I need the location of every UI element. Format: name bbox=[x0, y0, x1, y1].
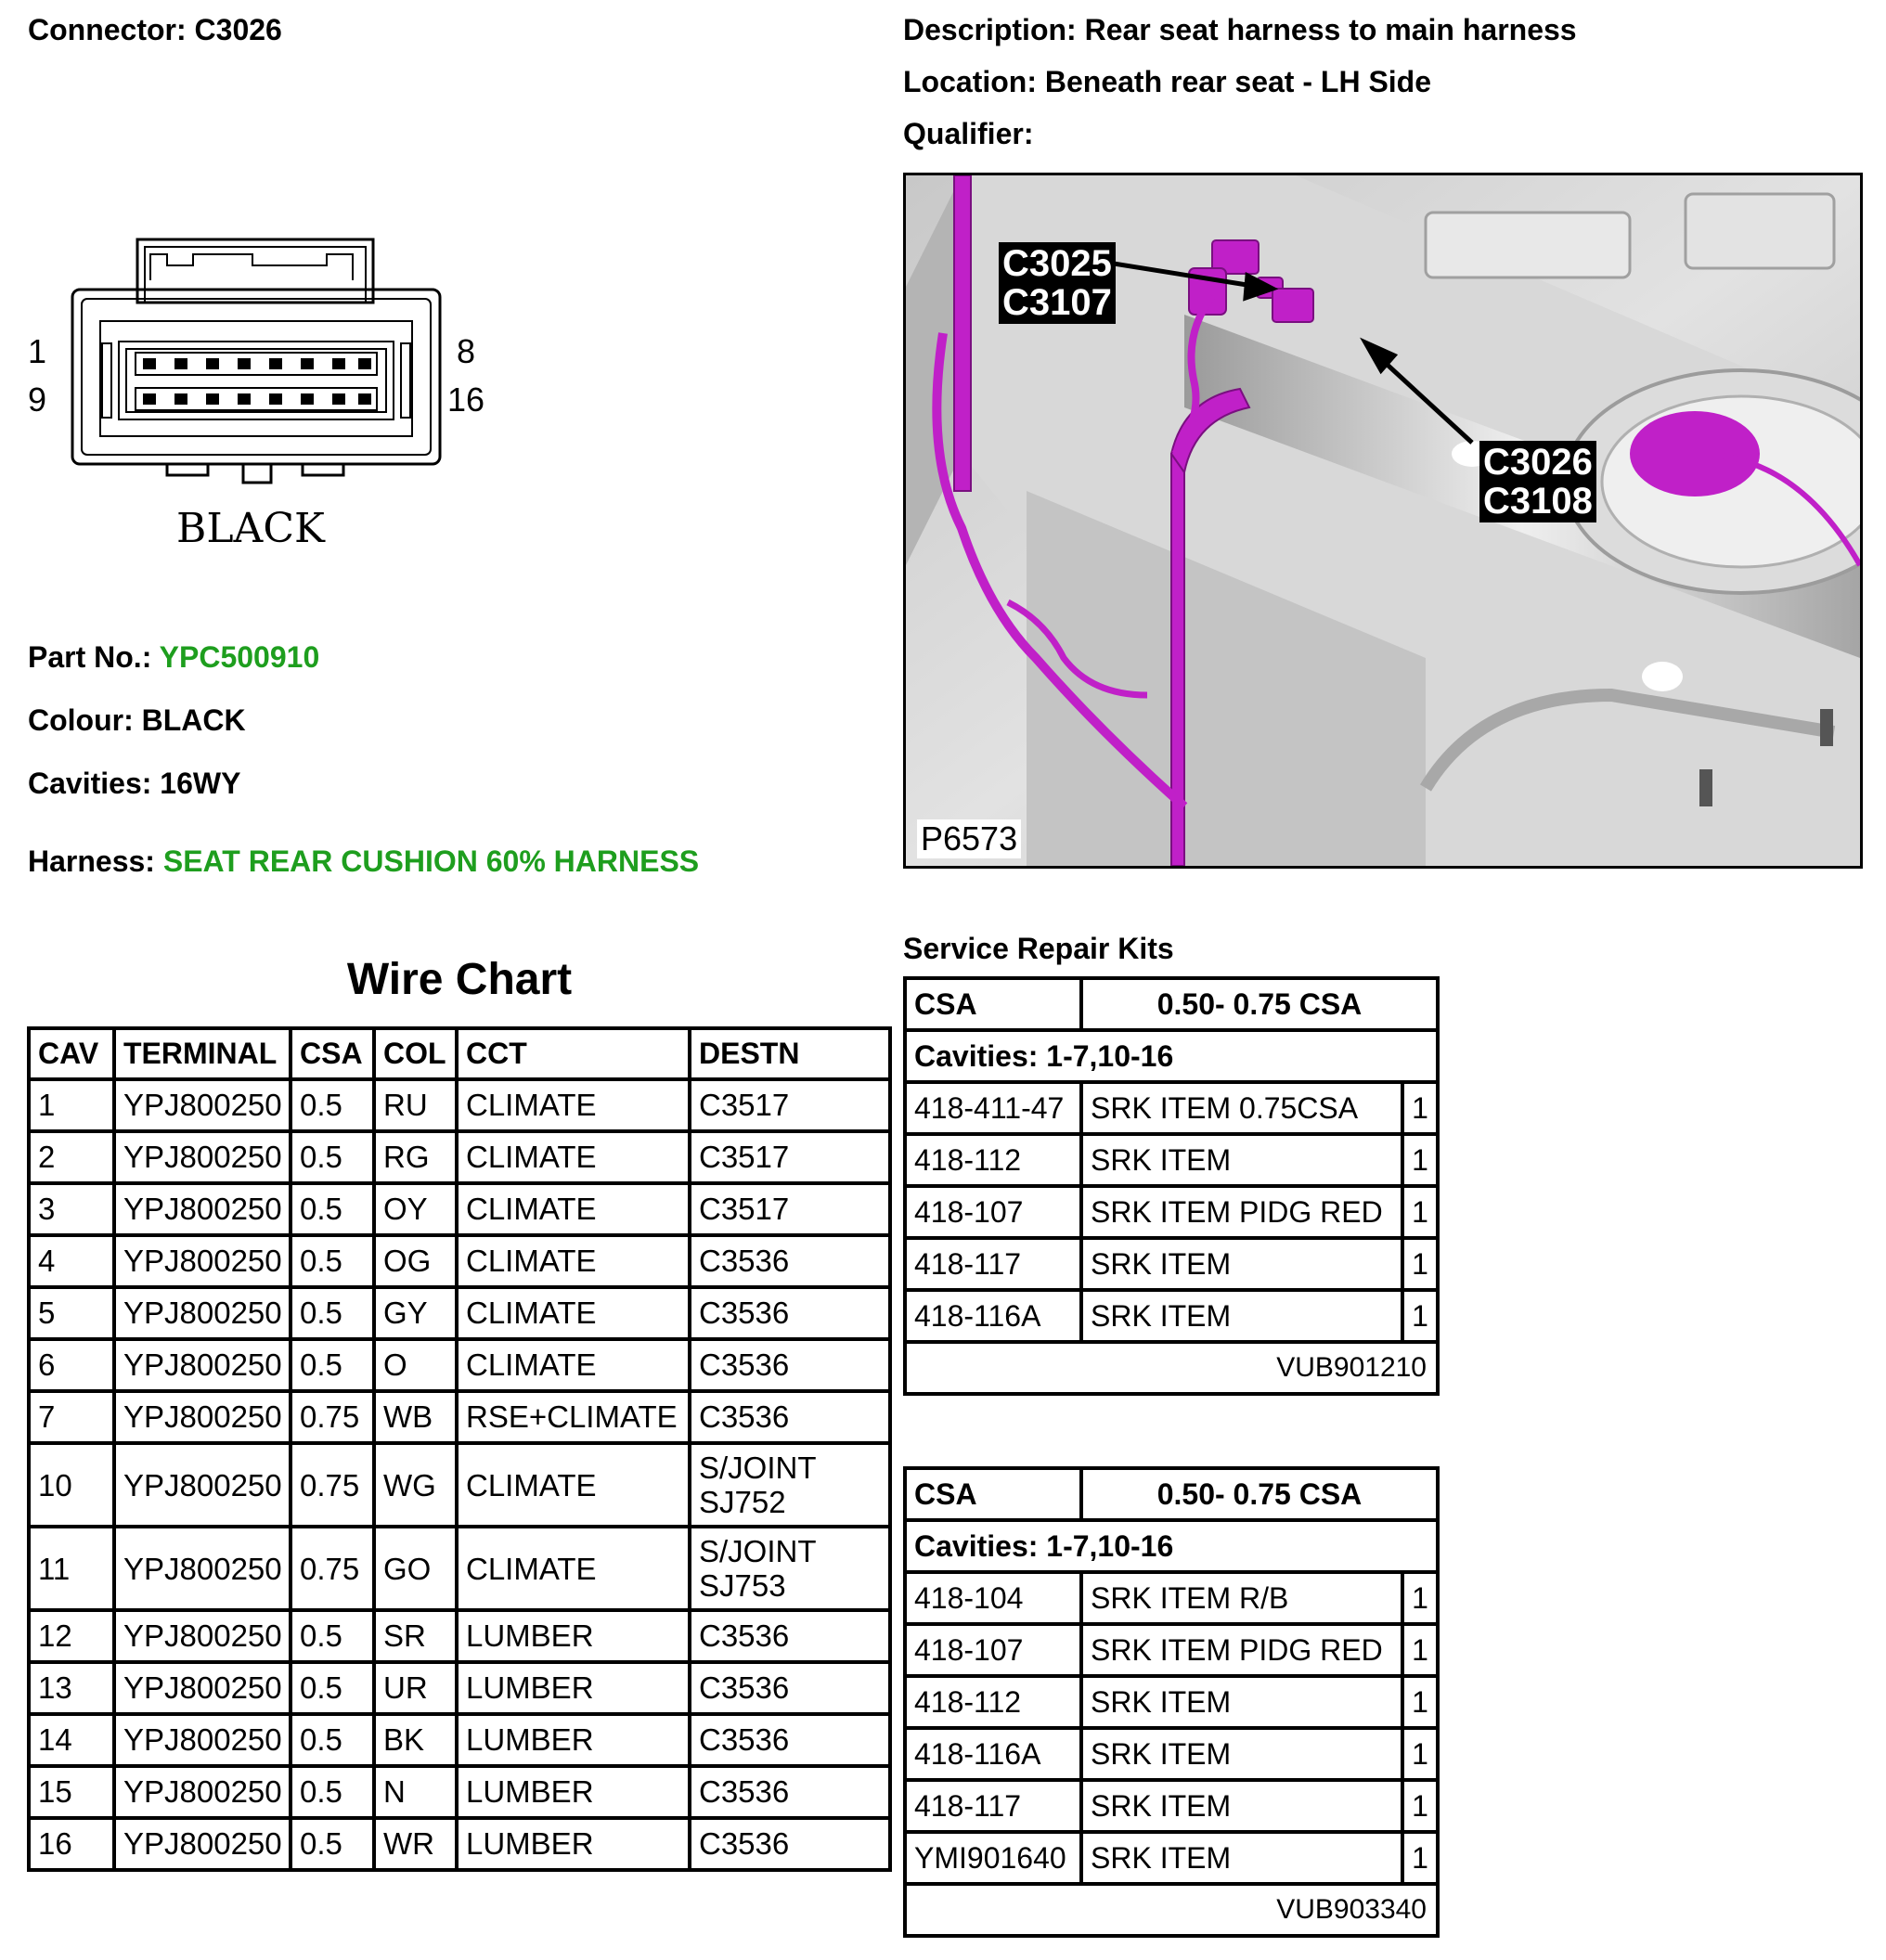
cell-terminal: YPJ800250 bbox=[116, 1237, 292, 1289]
cell-csa: 0.5 bbox=[292, 1237, 376, 1289]
kit-item-desc: SRK ITEM bbox=[1083, 1292, 1404, 1344]
kit-item-qty: 1 bbox=[1404, 1084, 1436, 1136]
cell-cav: 14 bbox=[31, 1716, 116, 1768]
kit-item-part: 418-112 bbox=[907, 1136, 1083, 1188]
harness-row bbox=[28, 845, 699, 879]
table-row bbox=[31, 1716, 888, 1768]
cell-cav: 16 bbox=[31, 1820, 116, 1868]
service-repair-kits-title: Service Repair Kits bbox=[903, 932, 1174, 965]
cell-col: SR bbox=[376, 1612, 459, 1664]
cell-terminal: YPJ800250 bbox=[116, 1768, 292, 1820]
wire-chart-header-row bbox=[31, 1030, 888, 1081]
kit-item-desc: SRK ITEM PIDG RED bbox=[1083, 1188, 1404, 1240]
kit-item-row bbox=[907, 1626, 1436, 1678]
cell-destn: S/JOINT SJ753 bbox=[691, 1528, 888, 1612]
cell-cav: 7 bbox=[31, 1393, 116, 1445]
table-row bbox=[31, 1081, 888, 1133]
part-no-label: Part No.: bbox=[28, 640, 152, 674]
kit-item-qty: 1 bbox=[1404, 1188, 1436, 1240]
kit-csa-row bbox=[907, 980, 1436, 1032]
cell-cct: LUMBER bbox=[459, 1664, 691, 1716]
cell-csa: 0.5 bbox=[292, 1820, 376, 1868]
pin-label-8: 8 bbox=[457, 332, 476, 370]
cell-cav: 10 bbox=[31, 1445, 116, 1528]
table-row bbox=[31, 1237, 888, 1289]
kit-csa-row bbox=[907, 1470, 1436, 1522]
kit-cavities-row bbox=[907, 1032, 1436, 1084]
cell-cav: 11 bbox=[31, 1528, 116, 1612]
kit-cavities: Cavities: 1-7,10-16 bbox=[907, 1522, 1436, 1574]
cell-csa: 0.5 bbox=[292, 1289, 376, 1341]
cell-terminal: YPJ800250 bbox=[116, 1393, 292, 1445]
pin-label-16: 16 bbox=[447, 380, 485, 419]
wire-chart-table bbox=[27, 1026, 892, 1872]
cell-destn: C3517 bbox=[691, 1185, 888, 1237]
kit-item-part: 418-117 bbox=[907, 1782, 1083, 1834]
col-header-csa: CSA bbox=[292, 1030, 376, 1081]
cell-cct: CLIMATE bbox=[459, 1528, 691, 1612]
kit-csa-label: CSA bbox=[907, 1470, 1083, 1522]
cell-csa: 0.5 bbox=[292, 1664, 376, 1716]
cell-csa: 0.5 bbox=[292, 1768, 376, 1820]
connector-title: Connector: C3026 bbox=[28, 13, 282, 46]
callout-c3025-c3107 bbox=[999, 242, 1116, 324]
cell-destn: C3536 bbox=[691, 1768, 888, 1820]
cell-terminal: YPJ800250 bbox=[116, 1185, 292, 1237]
cell-cav: 1 bbox=[31, 1081, 116, 1133]
cell-cav: 5 bbox=[31, 1289, 116, 1341]
cell-destn: C3536 bbox=[691, 1664, 888, 1716]
kit-item-part: 418-411-47 bbox=[907, 1084, 1083, 1136]
callout-c3107: C3107 bbox=[1002, 282, 1112, 323]
connector-colour-caption: BLACK bbox=[176, 505, 325, 552]
cell-col: WG bbox=[376, 1445, 459, 1528]
table-row bbox=[31, 1768, 888, 1820]
cell-destn: C3536 bbox=[691, 1289, 888, 1341]
connector-face-diagram bbox=[28, 232, 510, 566]
cell-cav: 3 bbox=[31, 1185, 116, 1237]
cell-cct: CLIMATE bbox=[459, 1341, 691, 1393]
kit-cavities-row bbox=[907, 1522, 1436, 1574]
cell-terminal: YPJ800250 bbox=[116, 1289, 292, 1341]
cell-cct: CLIMATE bbox=[459, 1237, 691, 1289]
cell-col: OG bbox=[376, 1237, 459, 1289]
cell-destn: C3536 bbox=[691, 1237, 888, 1289]
kit-item-row bbox=[907, 1678, 1436, 1730]
kit-item-row bbox=[907, 1240, 1436, 1292]
callout-c3108: C3108 bbox=[1483, 481, 1593, 522]
kit-item-part: 418-107 bbox=[907, 1188, 1083, 1240]
kit-item-part: 418-116A bbox=[907, 1292, 1083, 1344]
cell-csa: 0.75 bbox=[292, 1445, 376, 1528]
cell-cct: CLIMATE bbox=[459, 1445, 691, 1528]
cavities-row bbox=[28, 767, 240, 801]
cell-terminal: YPJ800250 bbox=[116, 1820, 292, 1868]
kit-item-part: 418-104 bbox=[907, 1574, 1083, 1626]
kit-item-part: 418-117 bbox=[907, 1240, 1083, 1292]
table-row bbox=[31, 1289, 888, 1341]
colour-label: Colour: bbox=[28, 703, 134, 737]
cell-col: O bbox=[376, 1341, 459, 1393]
kit-part-number: VUB901210 bbox=[1276, 1352, 1427, 1383]
cell-cct: CLIMATE bbox=[459, 1289, 691, 1341]
repair-kit-table-1 bbox=[903, 976, 1440, 1396]
table-row bbox=[31, 1528, 888, 1612]
cell-cct: LUMBER bbox=[459, 1820, 691, 1868]
table-row bbox=[31, 1664, 888, 1716]
kit-item-row bbox=[907, 1188, 1436, 1240]
cell-csa: 0.5 bbox=[292, 1185, 376, 1237]
kit-csa-label: CSA bbox=[907, 980, 1083, 1032]
cell-destn: C3517 bbox=[691, 1133, 888, 1185]
table-row bbox=[31, 1612, 888, 1664]
kit-item-qty: 1 bbox=[1404, 1626, 1436, 1678]
col-header-terminal: TERMINAL bbox=[116, 1030, 292, 1081]
kit-item-row bbox=[907, 1292, 1436, 1344]
qualifier-text: Qualifier: bbox=[903, 117, 1034, 150]
table-row bbox=[31, 1445, 888, 1528]
cell-cav: 6 bbox=[31, 1341, 116, 1393]
cell-terminal: YPJ800250 bbox=[116, 1341, 292, 1393]
cell-col: GO bbox=[376, 1528, 459, 1612]
col-header-col: COL bbox=[376, 1030, 459, 1081]
kit-cavities: Cavities: 1-7,10-16 bbox=[907, 1032, 1436, 1084]
cell-col: WB bbox=[376, 1393, 459, 1445]
cell-cct: CLIMATE bbox=[459, 1081, 691, 1133]
kit-item-desc: SRK ITEM bbox=[1083, 1136, 1404, 1188]
kit-item-qty: 1 bbox=[1404, 1834, 1436, 1886]
table-row bbox=[31, 1185, 888, 1237]
kit-item-row bbox=[907, 1574, 1436, 1626]
pin-label-1: 1 bbox=[28, 332, 47, 370]
kit-item-qty: 1 bbox=[1404, 1574, 1436, 1626]
cell-destn: C3536 bbox=[691, 1612, 888, 1664]
table-row bbox=[31, 1341, 888, 1393]
cell-csa: 0.5 bbox=[292, 1133, 376, 1185]
kit-item-qty: 1 bbox=[1404, 1678, 1436, 1730]
kit-item-row bbox=[907, 1834, 1436, 1886]
kit-item-qty: 1 bbox=[1404, 1782, 1436, 1834]
cavities-value: 16WY bbox=[160, 767, 241, 800]
kit-item-qty: 1 bbox=[1404, 1730, 1436, 1782]
kit-part-number: VUB903340 bbox=[1276, 1894, 1427, 1925]
kit-csa-value: 0.50- 0.75 CSA bbox=[1083, 1470, 1436, 1522]
cell-csa: 0.5 bbox=[292, 1081, 376, 1133]
cell-cav: 15 bbox=[31, 1768, 116, 1820]
cell-destn: C3536 bbox=[691, 1341, 888, 1393]
cell-cav: 13 bbox=[31, 1664, 116, 1716]
cell-col: RU bbox=[376, 1081, 459, 1133]
table-row bbox=[31, 1393, 888, 1445]
cell-col: RG bbox=[376, 1133, 459, 1185]
cell-col: WR bbox=[376, 1820, 459, 1868]
cell-csa: 0.5 bbox=[292, 1716, 376, 1768]
callout-c3026: C3026 bbox=[1483, 442, 1593, 483]
cell-terminal: YPJ800250 bbox=[116, 1081, 292, 1133]
cell-cct: CLIMATE bbox=[459, 1185, 691, 1237]
kit-item-part: 418-107 bbox=[907, 1626, 1083, 1678]
description-text: Description: Rear seat harness to main harness bbox=[903, 13, 1577, 46]
cell-cct: LUMBER bbox=[459, 1716, 691, 1768]
location-illustration bbox=[903, 173, 1863, 869]
cell-destn: C3536 bbox=[691, 1393, 888, 1445]
cell-terminal: YPJ800250 bbox=[116, 1612, 292, 1664]
col-header-cct: CCT bbox=[459, 1030, 691, 1081]
col-header-destn: DESTN bbox=[691, 1030, 888, 1081]
cell-destn: C3536 bbox=[699, 1826, 790, 1861]
cell-col: UR bbox=[376, 1664, 459, 1716]
part-no-row bbox=[28, 640, 319, 675]
kit-item-desc: SRK ITEM PIDG RED bbox=[1083, 1626, 1404, 1678]
cell-csa: 0.5 bbox=[292, 1341, 376, 1393]
cell-cct: LUMBER bbox=[459, 1768, 691, 1820]
harness-link[interactable]: SEAT REAR CUSHION 60% HARNESS bbox=[162, 845, 700, 878]
cell-terminal: YPJ800250 bbox=[116, 1528, 292, 1612]
kit-item-row bbox=[907, 1782, 1436, 1834]
repair-kit-table-2 bbox=[903, 1466, 1440, 1938]
figure-id: P6573 bbox=[917, 819, 1021, 858]
part-no-link[interactable]: YPC500910 bbox=[159, 640, 320, 674]
wire-chart-title: Wire Chart bbox=[346, 955, 573, 1004]
cell-cct: RSE+CLIMATE bbox=[459, 1393, 691, 1445]
cell-destn: C3517 bbox=[691, 1081, 888, 1133]
callout-c3025: C3025 bbox=[1002, 243, 1112, 284]
cell-col: GY bbox=[376, 1289, 459, 1341]
cavities-label: Cavities: bbox=[28, 767, 152, 800]
kit-item-row bbox=[907, 1136, 1436, 1188]
harness-label: Harness: bbox=[28, 845, 155, 878]
callout-c3026-c3108 bbox=[1479, 441, 1596, 522]
kit-item-part: 418-112 bbox=[907, 1678, 1083, 1730]
kit-item-desc: SRK ITEM R/B bbox=[1083, 1574, 1404, 1626]
cell-cav: 4 bbox=[31, 1237, 116, 1289]
kit-item-part: 418-116A bbox=[907, 1730, 1083, 1782]
cell-csa: 0.5 bbox=[292, 1612, 376, 1664]
table-row bbox=[31, 1820, 888, 1868]
kit-item-part: YMI901640 bbox=[907, 1834, 1083, 1886]
col-header-cav: CAV bbox=[31, 1030, 116, 1081]
cell-col: BK bbox=[376, 1716, 459, 1768]
cell-csa: 0.75 bbox=[292, 1528, 376, 1612]
cell-cav: 2 bbox=[31, 1133, 116, 1185]
kit-item-row bbox=[907, 1084, 1436, 1136]
kit-item-desc: SRK ITEM bbox=[1083, 1240, 1404, 1292]
cell-cav: 12 bbox=[31, 1612, 116, 1664]
kit-part-row bbox=[907, 1344, 1436, 1392]
cell-terminal: YPJ800250 bbox=[116, 1716, 292, 1768]
cell-col: OY bbox=[376, 1185, 459, 1237]
pin-label-9: 9 bbox=[28, 380, 47, 419]
cell-terminal: YPJ800250 bbox=[116, 1133, 292, 1185]
cell-cct: CLIMATE bbox=[459, 1133, 691, 1185]
kit-item-qty: 1 bbox=[1404, 1292, 1436, 1344]
kit-item-desc: SRK ITEM bbox=[1083, 1730, 1404, 1782]
kit-item-desc: SRK ITEM 0.75CSA bbox=[1083, 1084, 1404, 1136]
kit-item-qty: 1 bbox=[1404, 1240, 1436, 1292]
kit-item-row bbox=[907, 1730, 1436, 1782]
cell-cct: LUMBER bbox=[459, 1612, 691, 1664]
kit-item-desc: SRK ITEM bbox=[1083, 1678, 1404, 1730]
cell-destn: S/JOINT SJ752 bbox=[691, 1445, 888, 1528]
table-row bbox=[31, 1133, 888, 1185]
cell-terminal: YPJ800250 bbox=[116, 1664, 292, 1716]
kit-part-row bbox=[907, 1886, 1436, 1934]
location-text: Location: Beneath rear seat - LH Side bbox=[903, 65, 1432, 98]
cell-destn: C3536 bbox=[691, 1716, 888, 1768]
colour-row bbox=[28, 703, 246, 738]
cell-csa: 0.75 bbox=[292, 1393, 376, 1445]
kit-csa-value: 0.50- 0.75 CSA bbox=[1083, 980, 1436, 1032]
kit-item-qty: 1 bbox=[1404, 1136, 1436, 1188]
cell-terminal: YPJ800250 bbox=[116, 1445, 292, 1528]
colour-value: BLACK bbox=[141, 703, 246, 737]
kit-item-desc: SRK ITEM bbox=[1083, 1782, 1404, 1834]
kit-item-desc: SRK ITEM bbox=[1083, 1834, 1404, 1886]
cell-col: N bbox=[376, 1768, 459, 1820]
